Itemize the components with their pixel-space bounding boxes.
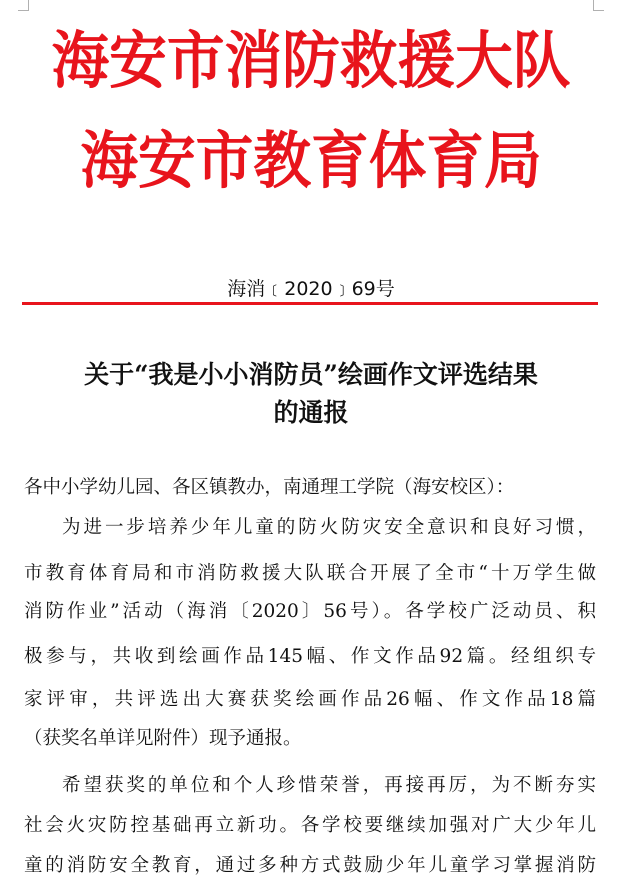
document-number: 海消﹝2020﹞69号: [227, 278, 395, 300]
body-line: 家评审，共评选出大赛获奖绘画作品26幅、作文作品18篇: [24, 689, 596, 710]
body-line: 童的消防安全教育，通过多种方式鼓励少年儿童学习掌握消防: [24, 855, 596, 876]
body-line: （获奖名单详见附件）现予通报。: [24, 728, 302, 749]
body-line: 希望获奖的单位和个人珍惜荣誉，再接再厉，为不断夯实: [62, 775, 596, 796]
issuing-org-1: 海安市消防救援大队: [51, 24, 571, 97]
body-line: 消防作业”活动（海消〔2020〕56号）。各学校广泛动员、积: [24, 601, 596, 622]
notice-title-line-2: 的通报: [273, 398, 349, 427]
notice-title-line-1: 关于“我是小小消防员”绘画作文评选结果: [84, 360, 538, 389]
crop-mark-right: [593, 0, 604, 11]
crop-mark-left: [18, 0, 29, 11]
salutation: 各中小学幼儿园、各区镇教办，南通理工学院（海安校区）：: [24, 477, 515, 498]
red-divider-line: [22, 302, 598, 305]
body-line: 市教育体育局和市消防救援大队联合开展了全市“十万学生做: [24, 563, 596, 584]
issuing-org-2: 海安市教育体育局: [80, 124, 542, 197]
body-line: 极参与，共收到绘画作品145幅、作文作品92篇。经组织专: [24, 646, 596, 667]
body-line: 为进一步培养少年儿童的防火防灾安全意识和良好习惯，: [62, 517, 596, 538]
body-line: 社会火灾防控基础再立新功。各学校要继续加强对广大少年儿: [24, 815, 596, 836]
